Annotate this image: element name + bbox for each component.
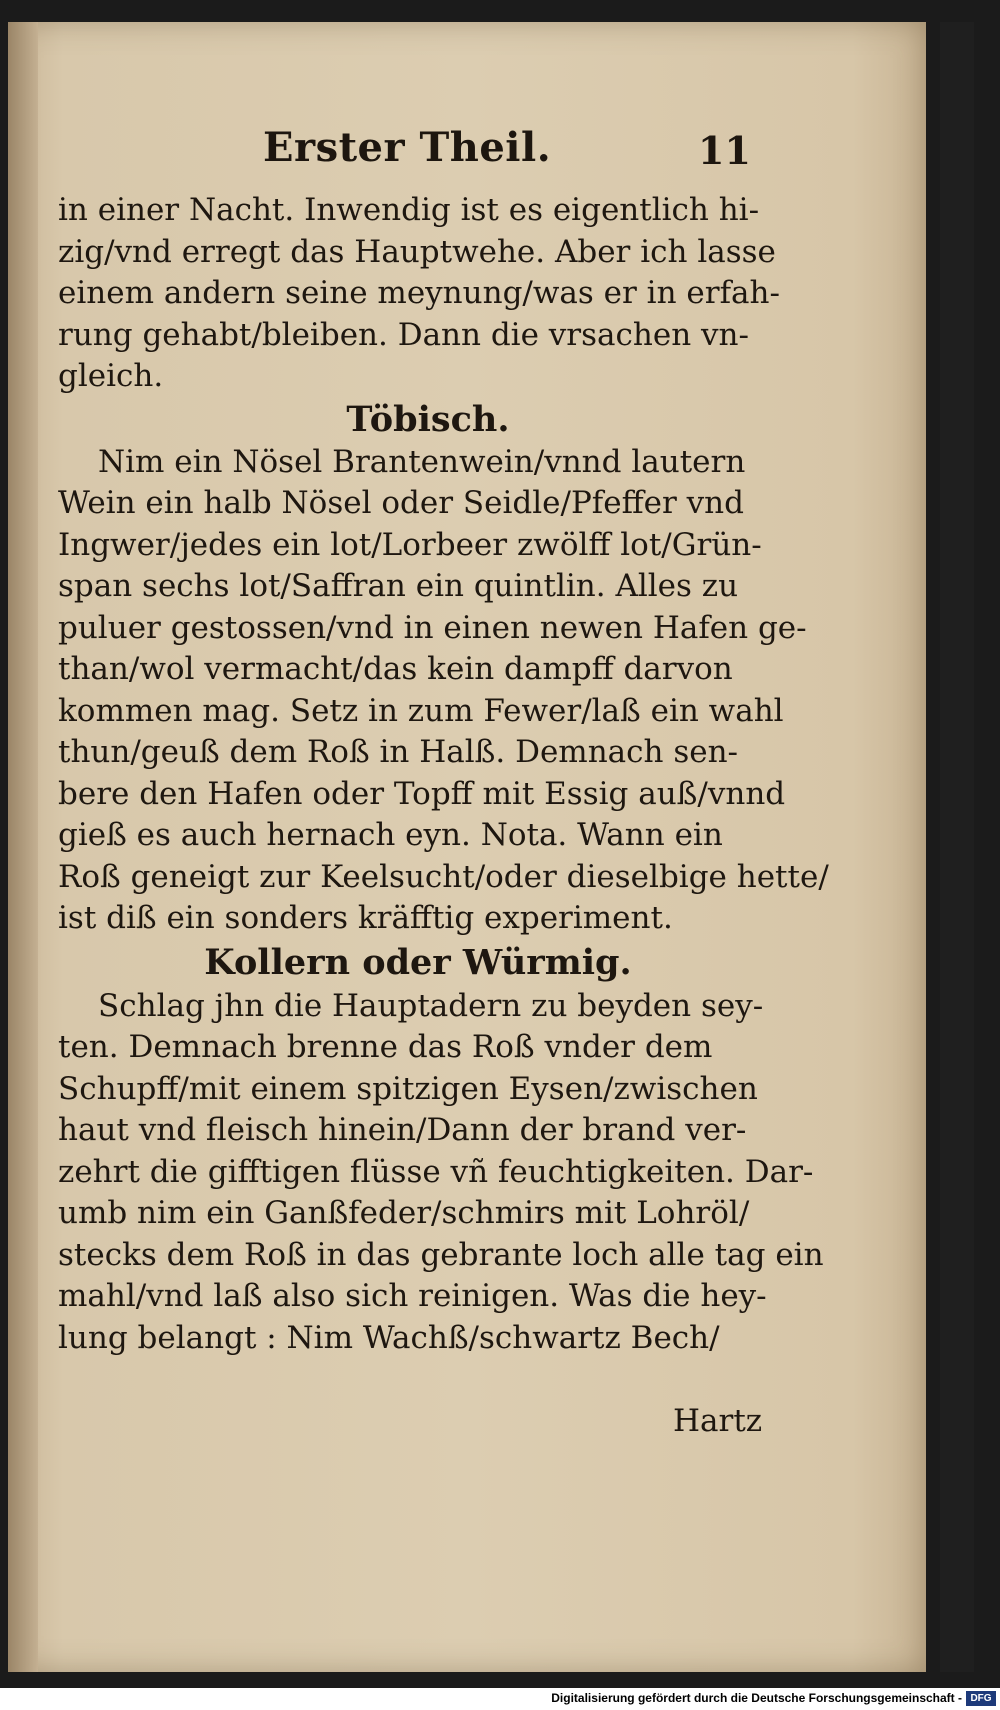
section-heading-kollern: Kollern oder Würmig. (204, 941, 632, 983)
book-page (8, 22, 926, 1672)
text-line: span sechs lot/Saffran ein quintlin. Alles zu (58, 568, 739, 604)
text-line: haut vnd fleisch hinein/Dann der brand ver- (58, 1112, 747, 1148)
footer-credit: Digitalisierung gefördert durch die Deutsche Forschungsgemeinschaft - (551, 1691, 962, 1705)
section-heading-toebisch: Töbisch. (346, 398, 510, 440)
footer-bar (0, 1688, 1000, 1710)
text-line: than/wol vermacht/das kein dampff darvon (58, 651, 733, 687)
text-line: puluer gestossen/vnd in einen newen Hafen ge- (58, 609, 807, 646)
text-line: einem andern seine meynung/was er in erfah- (58, 275, 780, 311)
text-block (58, 190, 829, 1359)
scan-ruler-strip (940, 22, 974, 1672)
text-line: in einer Nacht. Inwendig ist es eigentlich hi- (58, 192, 760, 228)
text-line: bere den Hafen oder Topff mit Essig auß/vnnd (58, 775, 786, 812)
text-line: gleich. (58, 358, 164, 394)
text-line: gieß es auch hernach eyn. Nota. Wann ein (58, 817, 723, 853)
text-line: zehrt die gifftigen flüsse vñ feuchtigkeiten. Dar- (58, 1153, 814, 1190)
text-line: kommen mag. Setz in zum Fewer/laß ein wahl (58, 692, 784, 729)
dfg-logo: DFG (966, 1691, 996, 1706)
text-line: Wein ein halb Nösel oder Seidle/Pfeffer vnd (58, 485, 744, 521)
text-line: umb nim ein Ganßfeder/schmirs mit Lohröl/ (58, 1195, 750, 1231)
text-line: Schupff/mit einem spitzigen Eysen/zwischen (58, 1070, 758, 1107)
text-line: ten. Demnach brenne das Roß vnder dem (58, 1029, 713, 1065)
page-header (8, 124, 926, 184)
text-line: rung gehabt/bleiben. Dann die vrsachen vn- (58, 316, 749, 353)
running-title: Erster Theil. (263, 124, 552, 171)
catchword: Hartz (673, 1403, 763, 1439)
text-line: zig/vnd erregt das Hauptwehe. Aber ich lasse (58, 233, 776, 270)
text-line: Nim ein Nösel Brantenwein/vnnd lautern (98, 443, 746, 480)
text-line: Roß geneigt zur Keelsucht/oder dieselbige hette/ (58, 858, 829, 895)
page-number: 11 (698, 128, 751, 173)
text-line: ist diß ein sonders kräfftig experiment. (58, 900, 673, 936)
text-line: thun/geuß dem Roß in Halß. Demnach sen- (58, 734, 739, 770)
text-line: mahl/vnd laß also sich reinigen. Was die hey- (58, 1278, 767, 1314)
text-line: Ingwer/jedes ein lot/Lorbeer zwölff lot/Grün- (58, 526, 762, 563)
text-line: stecks dem Roß in das gebrante loch alle tag ein (58, 1236, 824, 1273)
page-binding-edge (8, 22, 38, 1672)
text-line: lung belangt : Nim Wachß/schwartz Bech/ (58, 1319, 720, 1356)
text-line: Schlag jhn die Hauptadern zu beyden sey- (98, 987, 764, 1024)
